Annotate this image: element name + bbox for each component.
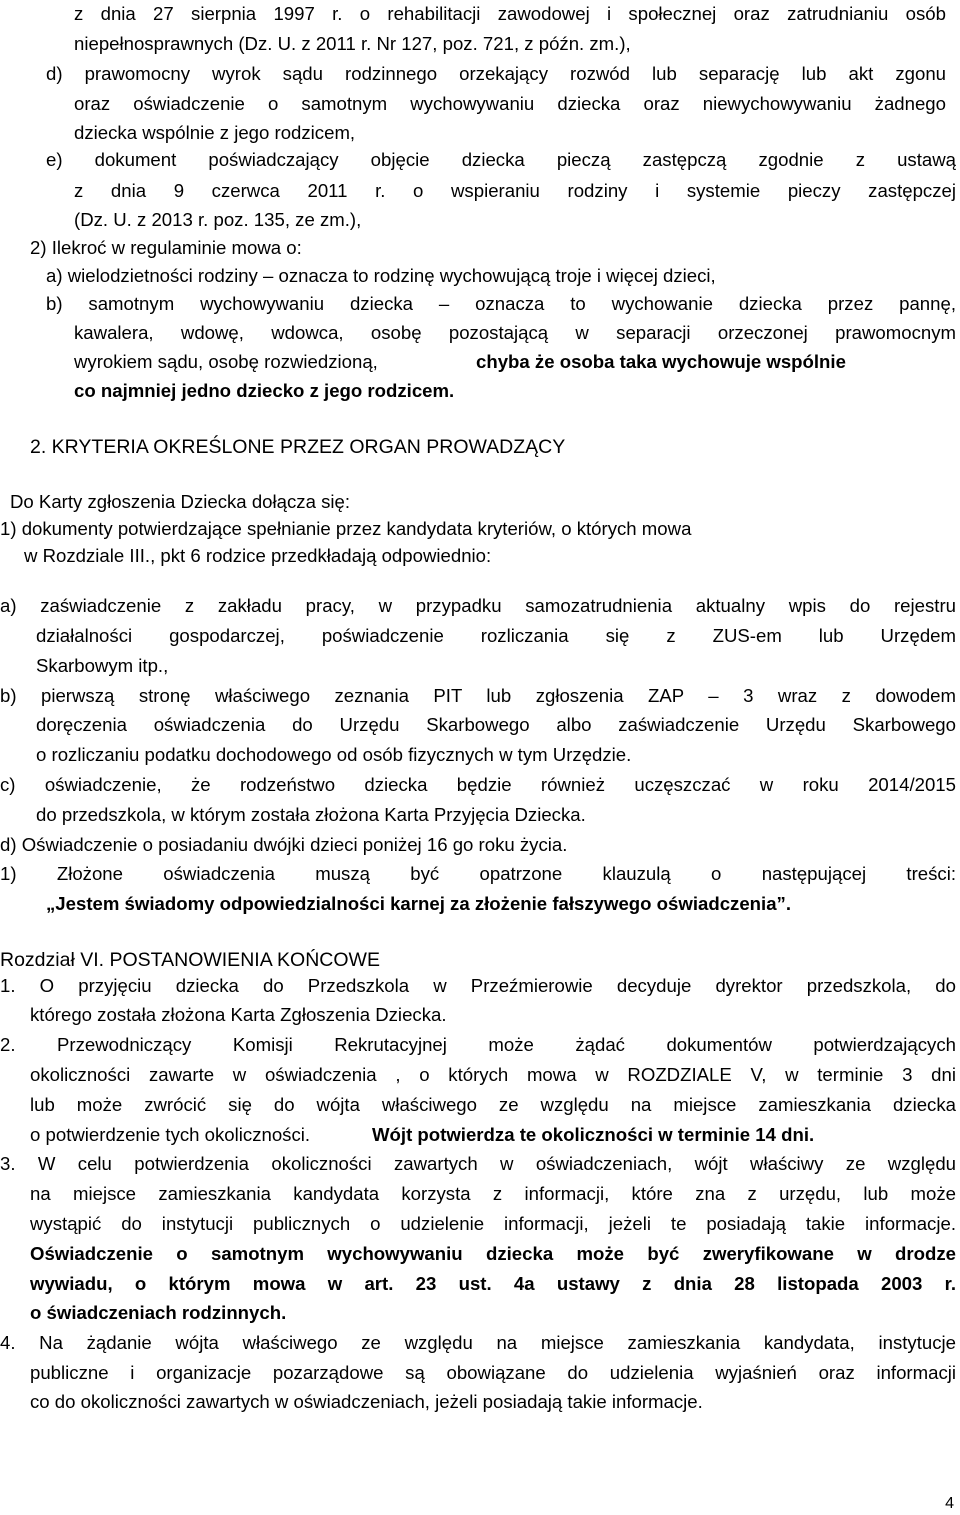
page-number: 4	[945, 1495, 954, 1512]
text-line: b) samotnym wychowywaniu dziecka – oznacza to wychowanie dziecka przez pannę,	[46, 293, 956, 314]
bold-text: chyba że osoba taka wychowuje wspólnie	[476, 351, 846, 372]
text-line: dziecka wspólnie z jego rodzicem,	[74, 122, 356, 143]
text-line: 2. Przewodniczący Komisji Rekrutacyjnej może żądać dokumentów potwierdzających	[0, 1034, 956, 1055]
text-line: w Rozdziale III., pkt 6 rodzice przedkładają odpowiednio:	[24, 545, 492, 566]
bold-text: Oświadczenie o samotnym wychowywaniu dziecka może być zweryfikowane w drodze	[30, 1243, 956, 1264]
text-line: okoliczności zawarte w oświadczenia , o których mowa w ROZDZIALE V, w terminie 3 dni	[30, 1064, 956, 1085]
bold-text: Wójt potwierdza te okoliczności w terminie 14 dni.	[372, 1124, 815, 1145]
text-line: kawalera, wdowę, wdowca, osobę pozostającą w separacji orzeczonej prawomocnym	[74, 322, 956, 343]
bold-text: co najmniej jedno dziecko z jego rodzicem.	[74, 380, 455, 401]
text-line: lub może zwrócić się do wójta właściwego ze względu na miejsce zamieszkania dziecka	[30, 1094, 956, 1115]
bold-text: wywiadu, o którym mowa w art. 23 ust. 4a ustawy z dnia 28 listopada 2003 r.	[30, 1273, 956, 1294]
text-line: co do okoliczności zawartych w oświadczeniach, jeżeli posiadają takie informacje.	[30, 1391, 703, 1412]
text-line: na miejsce zamieszkania kandydata korzysta z informacji, które zna z urzędu, lub może	[30, 1183, 956, 1204]
text-line: 1. O przyjęciu dziecka do Przedszkola w Przeźmierowie decyduje dyrektor przedszkola, do	[0, 975, 956, 996]
text-line: d) prawomocny wyrok sądu rodzinnego orzekający rozwód lub separację lub akt zgonu	[46, 63, 946, 84]
text-line: e) dokument poświadczający objęcie dziecka pieczą zastępczą zgodnie z ustawą	[46, 149, 956, 170]
text-line: 3. W celu potwierdzenia okoliczności zawartych w oświadczeniach, wójt właściwy ze względu	[0, 1153, 956, 1174]
text-line: a) wielodzietności rodziny – oznacza to rodzinę wychowującą troje i więcej dzieci,	[46, 265, 716, 286]
text-line: wyrokiem sądu, osobę rozwiedzioną,	[74, 351, 378, 372]
text-line: o rozliczaniu podatku dochodowego od osób fizycznych w tym Urzędzie.	[36, 744, 632, 765]
bold-text: „Jestem świadomy odpowiedzialności karnej za złożenie fałszywego oświadczenia”.	[46, 893, 792, 914]
text-line: działalności gospodarczej, poświadczenie rozliczania się z ZUS-em lub Urzędem	[36, 625, 956, 646]
text-line: wystąpić do instytucji publicznych o udzielenie informacji, jeżeli te posiadają takie informacje.	[30, 1213, 956, 1234]
text-line: z dnia 9 czerwca 2011 r. o wspieraniu rodziny i systemie pieczy zastępczej	[74, 180, 956, 201]
text-line: doręczenia oświadczenia do Urzędu Skarbowego albo zaświadczenie Urzędu Skarbowego	[36, 714, 956, 735]
text-line: o potwierdzenie tych okoliczności.	[30, 1124, 311, 1145]
text-line: b) pierwszą stronę właściwego zeznania PIT lub zgłoszenia ZAP – 3 wraz z dowodem	[0, 685, 956, 706]
text-line: a) zaświadczenie z zakładu pracy, w przypadku samozatrudnienia aktualny wpis do rejestru	[0, 595, 956, 616]
text-line: publiczne i organizacje pozarządowe są obowiązane do udzielenia wyjaśnień oraz informacji	[30, 1362, 956, 1383]
text-line: Do Karty zgłoszenia Dziecka dołącza się:	[10, 491, 351, 512]
chapter-heading: Rozdział VI. POSTANOWIENIA KOŃCOWE	[0, 949, 380, 971]
text-line: oraz oświadczenie o samotnym wychowywaniu dziecka oraz niewychowywaniu żadnego	[74, 93, 946, 114]
text-line: d) Oświadczenie o posiadaniu dwójki dzieci poniżej 16 go roku życia.	[0, 834, 568, 855]
text-line: niepełnosprawnych (Dz. U. z 2011 r. Nr 127, poz. 721, z późn. zm.),	[74, 33, 631, 54]
text-line: 1) dokumenty potwierdzające spełnianie przez kandydata kryteriów, o których mowa	[0, 518, 692, 539]
text-line: Skarbowym itp.,	[36, 655, 169, 676]
text-line: 1) Złożone oświadczenia muszą być opatrzone klauzulą o następującej treści:	[0, 863, 956, 884]
text-line: 4. Na żądanie wójta właściwego ze względu na miejsce zamieszkania kandydata, instytucje	[0, 1332, 956, 1353]
text-line: 2) Ilekroć w regulaminie mowa o:	[30, 237, 302, 258]
section-heading: 2. KRYTERIA OKREŚLONE PRZEZ ORGAN PROWADZĄCY	[30, 436, 566, 458]
text-line: (Dz. U. z 2013 r. poz. 135, ze zm.),	[74, 209, 362, 230]
bold-text: o świadczeniach rodzinnych.	[30, 1302, 287, 1323]
text-line: c) oświadczenie, że rodzeństwo dziecka będzie również uczęszczać w roku 2014/2015	[0, 774, 956, 795]
text-line: którego została złożona Karta Zgłoszenia Dziecka.	[30, 1004, 447, 1025]
text-line: do przedszkola, w którym została złożona Karta Przyjęcia Dziecka.	[36, 804, 586, 825]
text-line: z dnia 27 sierpnia 1997 r. o rehabilitacji zawodowej i społecznej oraz zatrudnianiu osób	[74, 3, 946, 24]
